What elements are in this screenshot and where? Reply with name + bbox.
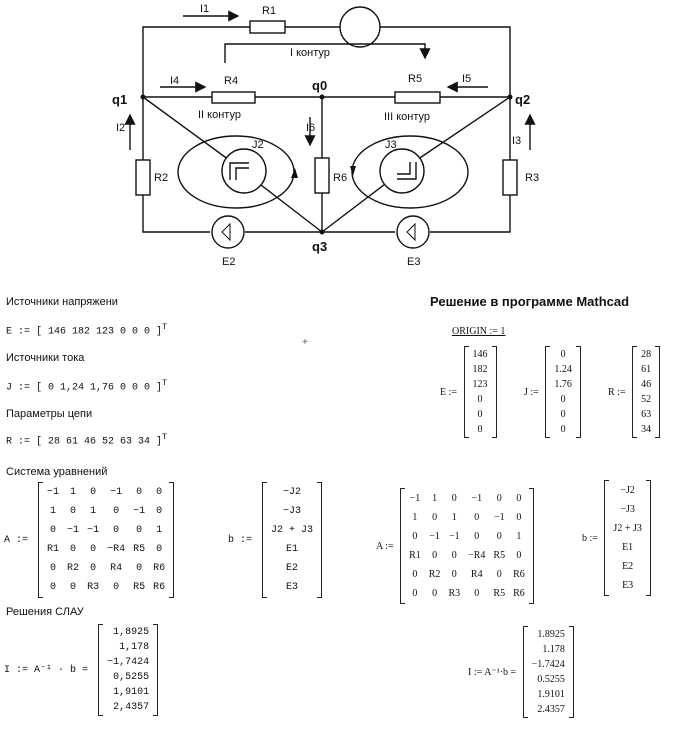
matrix-cell: 0 xyxy=(70,506,77,517)
matrix-cell: −1,7424 xyxy=(107,657,150,668)
matrix-cell: −J2 xyxy=(283,487,302,498)
matrix-cell: 0 xyxy=(136,563,143,574)
matrix-cell: 0 xyxy=(70,582,77,593)
matrix-cell: 0 xyxy=(477,394,483,405)
matrix-cell: 46 xyxy=(641,379,652,390)
label-r2: R2 xyxy=(154,172,169,184)
label-loop3: III контур xyxy=(384,111,431,123)
matrix-cell: 0 xyxy=(432,588,438,599)
matrix-cell: 0 xyxy=(496,531,502,542)
matrix-cell: 146 xyxy=(472,349,488,360)
label-r3: R3 xyxy=(525,172,540,184)
matrix-cell: 0 xyxy=(50,563,57,574)
matrix-cell: 0 xyxy=(90,544,97,555)
voltage-vector-expr: E := [ 146 182 123 0 0 0 ]$^T$ xyxy=(6,322,168,338)
matrix-cell: 0 xyxy=(90,563,97,574)
matrix-cell: 1 xyxy=(451,512,457,523)
matrix-cell: 0 xyxy=(560,424,566,435)
label-r6: R6 xyxy=(333,172,348,184)
matrix-cell: 63 xyxy=(641,409,652,420)
matrix-cell: R4 xyxy=(470,569,483,580)
matrix-cell: 0 xyxy=(496,569,502,580)
matrix-cell: 0 xyxy=(70,544,77,555)
matrix-cell: R5 xyxy=(493,550,506,561)
node-q3: q3 xyxy=(312,239,328,254)
matrix-cell: R4 xyxy=(110,563,123,574)
right-vector-j: J := 0 1.24 1.76 0 0 0 xyxy=(524,346,581,438)
equation-system-title: Система уравнений xyxy=(6,466,108,478)
circuit-diagram xyxy=(100,0,560,272)
right-matrix-a: A := −1 1 0 −1 0 0 1 0 1 0 −1 0 0 −1 −1 0 0 1 R1 0 0 −R4 R5 0 0 R2 0 R4 0 R6 0 0 R3 0 R5 R6 xyxy=(376,488,534,604)
matrix-cell: 1 xyxy=(70,487,77,498)
matrix-cell: R1 xyxy=(409,550,421,561)
matrix-cell: E3 xyxy=(622,580,634,591)
left-matrix-a: A := −1 1 0 −1 0 0 1 0 1 0 −1 0 0 −1 −1 0 0 1 R1 0 0 −R4 R5 0 0 R2 0 R4 0 R6 0 0 R3 0 R5 R6 xyxy=(4,482,174,598)
matrix-cell: R2 xyxy=(428,569,441,580)
matrix-cell: R2 xyxy=(67,563,80,574)
matrix-cell: R3 xyxy=(87,582,100,593)
matrix-cell: −1 xyxy=(110,487,123,498)
matrix-cell: E1 xyxy=(622,542,634,553)
matrix-cell: 34 xyxy=(641,424,652,435)
matrix-cell: E1 xyxy=(286,544,299,555)
matrix-cell: 1 xyxy=(432,493,438,504)
matrix-cell: −1 xyxy=(87,525,100,536)
right-vector-b: b := −J2 −J3 J2 + J3 E1 E2 E3 xyxy=(582,480,651,596)
matrix-cell: 0 xyxy=(516,512,522,523)
matrix-cell: R6 xyxy=(513,588,525,599)
matrix-cell: −1 xyxy=(409,493,421,504)
matrix-cell: 1 xyxy=(50,506,57,517)
matrix-cell: −1 xyxy=(429,531,440,542)
matrix-cell: 0 xyxy=(50,582,57,593)
label-loop2: II контур xyxy=(198,109,241,121)
matrix-cell: R5 xyxy=(493,588,506,599)
matrix-cell: 1 xyxy=(412,512,418,523)
origin-setting: ORIGIN := 1 xyxy=(452,326,506,337)
matrix-cell: 0 xyxy=(474,512,480,523)
matrix-cell: −1 xyxy=(133,506,146,517)
matrix-cell: 1,9101 xyxy=(113,687,150,698)
matrix-cell: 0 xyxy=(156,506,163,517)
matrix-cell: J2 + J3 xyxy=(271,525,314,536)
matrix-cell: 2.4357 xyxy=(537,704,565,715)
matrix-cell: 1.9101 xyxy=(537,689,565,700)
matrix-cell: 0 xyxy=(451,550,457,561)
right-solution: I := A⁻¹·b = 1.8925 1.178 −1.7424 0.5255 1.9101 2.4357 xyxy=(468,626,574,718)
matrix-cell: 1,8925 xyxy=(113,627,150,638)
matrix-cell: 0 xyxy=(516,550,522,561)
resistor-r1 xyxy=(250,21,285,33)
matrix-cell: 0 xyxy=(474,588,480,599)
matrix-cell: −1 xyxy=(448,531,460,542)
matrix-cell: 0.5255 xyxy=(537,674,565,685)
transpose-mark: T xyxy=(162,322,168,332)
matrix-cell: 123 xyxy=(472,379,488,390)
matrix-cell: 0 xyxy=(474,531,480,542)
solution-title: Решения СЛАУ xyxy=(6,606,84,618)
cursor-mark: + xyxy=(302,338,309,349)
source-j3 xyxy=(380,149,424,193)
matrix-cell: R5 xyxy=(133,544,146,555)
matrix-cell: 0 xyxy=(451,569,457,580)
matrix-cell: 0 xyxy=(136,525,143,536)
matrix-cell: 0 xyxy=(496,493,502,504)
matrix-cell: R6 xyxy=(153,563,166,574)
resistor-r2 xyxy=(136,160,150,195)
matrix-cell: 61 xyxy=(641,364,652,375)
label-e2: E2 xyxy=(222,256,236,268)
resistance-vector-expr: R := [ 28 61 46 52 63 34 ]$^T$ xyxy=(6,432,168,448)
node-q1: q1 xyxy=(112,92,128,107)
node-q2: q2 xyxy=(515,92,531,107)
matrix-cell: 0 xyxy=(113,582,120,593)
matrix-cell: 0 xyxy=(560,409,566,420)
resistor-r6 xyxy=(315,158,329,193)
matrix-cell: −J2 xyxy=(620,485,635,496)
matrix-cell: R6 xyxy=(153,582,166,593)
node-q0: q0 xyxy=(312,78,328,93)
right-vector-r: R := 28 61 46 52 63 34 xyxy=(608,346,660,438)
matrix-cell: 0 xyxy=(560,349,566,360)
matrix-cell: 1.76 xyxy=(554,379,572,390)
matrix-cell: 1,178 xyxy=(119,642,150,653)
label-loop1: I контур xyxy=(290,47,330,59)
matrix-cell: 0 xyxy=(156,487,163,498)
label-r5: R5 xyxy=(408,73,423,85)
left-vector-b: b := −J2 −J3 J2 + J3 E1 E2 E3 xyxy=(228,482,322,598)
matrix-cell: 1.178 xyxy=(542,644,565,655)
matrix-cell: E3 xyxy=(286,582,299,593)
current-vector-expr: J := [ 0 1,24 1,76 0 0 0 ]$^T$ xyxy=(6,378,168,394)
matrix-cell: R6 xyxy=(513,569,525,580)
matrix-cell: E2 xyxy=(622,561,634,572)
label-e3: E3 xyxy=(407,256,421,268)
matrix-cell: 0 xyxy=(432,512,438,523)
label-i6: I6 xyxy=(306,122,316,134)
label-i5: I5 xyxy=(462,73,472,85)
label-i3: I3 xyxy=(512,135,522,147)
label-i1: I1 xyxy=(200,3,210,15)
matrix-cell: −1 xyxy=(47,487,60,498)
matrix-cell: 1 xyxy=(90,506,97,517)
matrix-cell: 2,4357 xyxy=(113,702,150,713)
matrix-cell: 0 xyxy=(50,525,57,536)
matrix-cell: 0 xyxy=(477,409,483,420)
matrix-cell: 0 xyxy=(451,493,457,504)
matrix-cell: J2 + J3 xyxy=(613,523,642,534)
matrix-cell: E2 xyxy=(286,563,299,574)
matrix-cell: 0 xyxy=(412,588,418,599)
matrix-cell: 0 xyxy=(136,487,143,498)
matrix-cell: 1.8925 xyxy=(537,629,565,640)
source-e1 xyxy=(340,7,380,47)
matrix-cell: 28 xyxy=(641,349,652,360)
mathcad-title: Решение в программе Mathcad xyxy=(430,294,630,309)
right-vector-e: E := 146 182 123 0 0 0 xyxy=(440,346,497,438)
matrix-cell: 1 xyxy=(156,525,163,536)
matrix-cell: 0 xyxy=(560,394,566,405)
matrix-cell: 0,5255 xyxy=(113,672,150,683)
matrix-cell: 182 xyxy=(472,364,488,375)
label-i4: I4 xyxy=(170,75,180,87)
matrix-cell: R1 xyxy=(47,544,60,555)
resistor-r3 xyxy=(503,160,517,195)
label-j3: J3 xyxy=(385,139,397,151)
matrix-cell: −J3 xyxy=(283,506,302,517)
matrix-cell: 1 xyxy=(516,531,522,542)
matrix-cell: 0 xyxy=(477,424,483,435)
matrix-cell: 0 xyxy=(113,506,120,517)
matrix-cell: 0 xyxy=(90,487,97,498)
matrix-cell: −R4 xyxy=(468,550,486,561)
label-r1: R1 xyxy=(262,5,277,17)
matrix-cell: R5 xyxy=(133,582,146,593)
matrix-cell: −1.7424 xyxy=(531,659,565,670)
left-solution: I := A⁻¹ · b = 1,8925 1,178 −1,7424 0,5255 1,9101 2,4357 xyxy=(4,624,158,716)
matrix-cell: 0 xyxy=(516,493,522,504)
label-r4: R4 xyxy=(224,75,239,87)
matrix-cell: 0 xyxy=(412,569,418,580)
voltage-sources-title: Источники напряжени xyxy=(6,296,118,308)
resistor-r4 xyxy=(212,92,255,103)
resistor-r5 xyxy=(395,92,440,103)
label-j2: J2 xyxy=(252,139,264,151)
matrix-cell: −1 xyxy=(493,512,505,523)
current-sources-title: Источники тока xyxy=(6,352,85,364)
matrix-cell: −1 xyxy=(471,493,483,504)
matrix-cell: 1.24 xyxy=(554,364,572,375)
matrix-cell: 0 xyxy=(412,531,418,542)
label-i2: I2 xyxy=(116,122,126,134)
matrix-cell: 52 xyxy=(641,394,652,405)
matrix-cell: −R4 xyxy=(107,544,126,555)
matrix-cell: 0 xyxy=(156,544,163,555)
matrix-cell: R3 xyxy=(448,588,461,599)
circuit-params-title: Параметры цепи xyxy=(6,408,93,420)
matrix-cell: 0 xyxy=(113,525,120,536)
source-j2 xyxy=(222,149,266,193)
matrix-cell: −1 xyxy=(67,525,80,536)
matrix-cell: −J3 xyxy=(620,504,635,515)
matrix-cell: 0 xyxy=(432,550,438,561)
